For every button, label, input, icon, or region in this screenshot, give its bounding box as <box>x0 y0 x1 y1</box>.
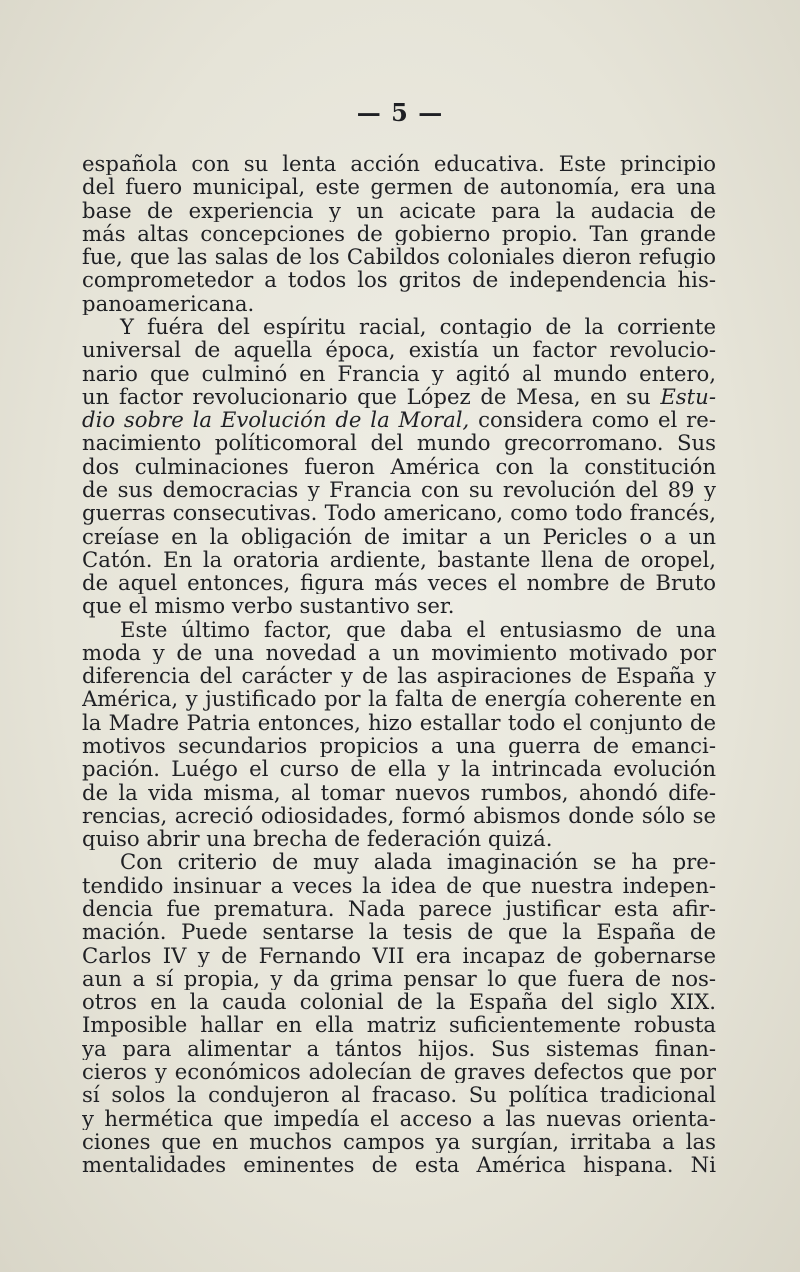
text-segment: Con criterio de muy alada imaginación se ha pre- <box>120 850 716 874</box>
text-line <box>82 827 716 850</box>
italic-title-segment: dio sobre la Evolución de la Moral, <box>82 408 470 432</box>
text-segment: sí solos la condujeron al fracaso. Su política tradicional <box>82 1083 716 1107</box>
text-line <box>82 1153 716 1176</box>
text-segment: ya para alimentar a tántos hijos. Sus sistemas finan- <box>82 1036 716 1060</box>
text-segment: creíase en la obligación de imitar a un Pericles o a un <box>82 524 716 548</box>
text-segment: Y fuéra del espíritu racial, contagio de la corriente <box>120 314 716 339</box>
text-line <box>82 571 716 594</box>
text-segment: de aquel entonces, figura más veces el nombre de Bruto <box>82 571 716 595</box>
text-segment: diferencia del carácter y de las aspiraciones de España y <box>82 664 716 688</box>
text-line <box>82 618 716 641</box>
text-line <box>82 734 716 757</box>
text-segment: un factor revolucionario que López de Mesa, en su <box>82 384 661 409</box>
paragraph <box>82 850 716 1176</box>
text-line <box>82 920 716 943</box>
text-line <box>82 245 716 268</box>
text-line <box>82 1130 716 1153</box>
text-segment: tendido insinuar a veces la idea de que nuestra indepen- <box>82 873 716 897</box>
text-segment: moda y de una novedad a un movimiento motivado por <box>82 640 716 665</box>
text-line <box>82 1060 716 1083</box>
italic-title-segment: Estu- <box>660 384 716 409</box>
text-segment: mentalidades eminentes de esta América hispana. Ni <box>82 1153 716 1177</box>
text-segment: Imposible hallar en ella matriz suficientemente robusta <box>82 1013 716 1037</box>
text-segment: nario que culminó en Francia y agitó al mundo entero, <box>82 361 716 385</box>
text-line <box>82 152 716 175</box>
text-line <box>82 781 716 804</box>
text-segment: española con su lenta acción educativa. Este principio <box>82 152 716 176</box>
text-segment: pación. Luégo el curso de ella y la intrincada evolución <box>82 757 716 781</box>
text-line <box>82 757 716 780</box>
text-line <box>82 664 716 687</box>
text-line <box>82 1107 716 1130</box>
text-line <box>82 431 716 454</box>
text-segment: mación. Puede sentarse la tesis de que la España de <box>82 920 716 944</box>
text-segment: motivos secundarios propicios a una guerra de emanci- <box>82 734 716 758</box>
text-line <box>82 501 716 524</box>
text-line <box>82 338 716 361</box>
text-line <box>82 1013 716 1036</box>
text-segment: de sus democracias y Francia con su revolución del 89 y <box>82 477 716 502</box>
text-line <box>82 850 716 873</box>
text-line <box>82 175 716 198</box>
page-number: — 5 — <box>356 98 444 127</box>
text-line <box>82 1083 716 1106</box>
text-segment: más altas concepciones de gobierno propio. Tan grande <box>82 221 716 246</box>
text-line <box>82 874 716 897</box>
text-segment: de la vida misma, al tomar nuevos rumbos, ahondó dife- <box>82 780 716 804</box>
text-segment: y hermética que impedía el acceso a las nuevas orienta- <box>82 1106 716 1130</box>
text-segment: rencias, acreció odiosidades, formó abismos donde sólo se <box>82 803 716 828</box>
text-segment: dencia fue prematura. Nada parece justificar esta afir- <box>82 897 716 921</box>
text-line <box>82 385 716 408</box>
text-line <box>82 897 716 920</box>
text-line <box>82 315 716 338</box>
text-line <box>82 944 716 967</box>
text-line <box>82 362 716 385</box>
text-line <box>82 990 716 1013</box>
paragraph <box>82 315 716 618</box>
text-segment: comprometedor a todos los gritos de independencia his- <box>82 268 716 292</box>
text-segment: guerras consecutivas. Todo americano, como todo francés, <box>82 501 716 525</box>
text-segment: la Madre Patria entonces, hizo estallar todo el conjunto de <box>82 710 716 735</box>
text-segment: base de experiencia y un acicate para la audacia de <box>82 198 716 222</box>
paragraph <box>82 618 716 851</box>
text-segment: fue, que las salas de los Cabildos coloniales dieron refugio <box>82 245 716 269</box>
text-segment: quiso abrir una brecha de federación quizá. <box>82 827 553 851</box>
text-segment: América, y justificado por la falta de energía coherente en <box>82 687 716 711</box>
text-segment: otros en la cauda colonial de la España del siglo XIX. <box>82 990 716 1014</box>
text-segment: nacimiento políticomoral del mundo grecorromano. Sus <box>82 431 716 455</box>
text-line <box>82 408 716 431</box>
text-line <box>82 292 716 315</box>
text-line <box>82 548 716 571</box>
text-segment: Catón. En la oratoria ardiente, bastante llena de oropel, <box>82 547 716 572</box>
text-line <box>82 687 716 710</box>
text-segment: panoamericana. <box>82 291 255 315</box>
text-line <box>82 222 716 245</box>
text-segment: cieros y económicos adolecían de graves defectos que por <box>82 1059 716 1084</box>
text-line <box>82 594 716 617</box>
text-line <box>82 268 716 291</box>
text-line <box>82 804 716 827</box>
paragraph <box>82 152 716 315</box>
text-segment: dos culminaciones fueron América con la constitución <box>82 454 716 478</box>
text-line <box>82 199 716 222</box>
text-segment: ciones que en muchos campos ya surgían, irritaba a las <box>82 1129 716 1154</box>
text-segment: Este último factor, que daba el entusiasmo de una <box>120 617 716 641</box>
text-segment: que el mismo verbo sustantivo ser. <box>82 594 455 618</box>
text-line <box>82 1037 716 1060</box>
text-segment: Carlos IV y de Fernando VII era incapaz de gobernarse <box>82 943 716 967</box>
text-segment: considera como el re- <box>469 408 716 432</box>
text-line <box>82 641 716 664</box>
text-segment: del fuero municipal, este germen de autonomía, era una <box>82 175 716 199</box>
text-line <box>82 525 716 548</box>
text-line <box>82 711 716 734</box>
body-text <box>82 152 716 1176</box>
text-line <box>82 455 716 478</box>
text-segment: universal de aquella época, existía un factor revolucio- <box>82 338 716 362</box>
text-line <box>82 478 716 501</box>
text-line <box>82 967 716 990</box>
text-segment: aun a sí propia, y da grima pensar lo que fuera de nos- <box>82 966 716 991</box>
